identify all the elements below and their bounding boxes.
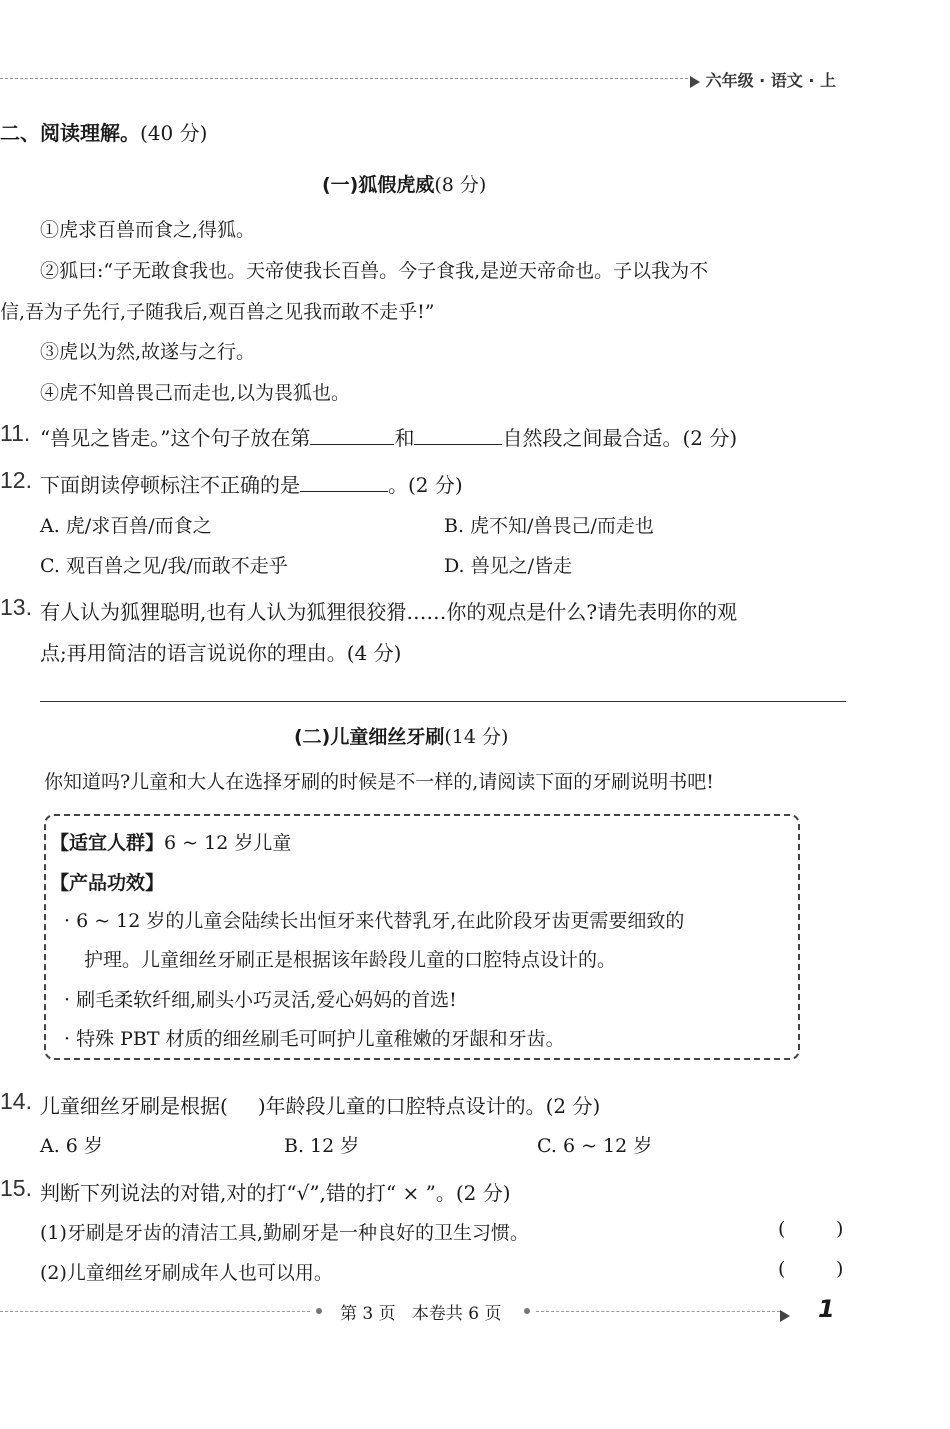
q11-text-a: “兽见之皆走。”这个句子放在第 bbox=[40, 426, 311, 450]
question-number: 11. bbox=[0, 420, 31, 446]
section-title-text: 二、阅读理解。 bbox=[0, 121, 140, 145]
passage-paragraph: ③虎以为然,故遂与之行。 bbox=[40, 341, 256, 363]
q15-item-1: (1)牙刷是牙齿的清洁工具,勤刷牙是一种良好的卫生习惯。 bbox=[40, 1222, 529, 1244]
footer-arrow-icon bbox=[780, 1305, 790, 1324]
q14-option-a[interactable]: A. 6 岁 bbox=[40, 1135, 103, 1157]
q14-option-c[interactable]: C. 6 ~ 12 岁 bbox=[537, 1135, 653, 1157]
q15-text: 判断下列说法的对错,对的打“√”,错的打“ × ”。(2 分) bbox=[40, 1181, 511, 1205]
part2-intro: 你知道吗?儿童和大人在选择牙刷的时候是不一样的,请阅读下面的牙刷说明书吧! bbox=[44, 771, 714, 793]
header-rule bbox=[0, 78, 688, 79]
q15-answer-2-close[interactable]: ) bbox=[836, 1258, 844, 1280]
part1-score: (8 分) bbox=[434, 174, 487, 196]
passage-paragraph: 信,吾为子先行,子随我后,观百兽之见我而敢不走乎!” bbox=[0, 301, 435, 323]
passage-paragraph: ①虎求百兽而食之,得狐。 bbox=[40, 219, 256, 241]
q12-option-b[interactable]: B. 虎不知/兽畏己/而走也 bbox=[444, 515, 654, 537]
answer-line[interactable] bbox=[40, 701, 846, 702]
section-title bbox=[0, 117, 207, 146]
label-suitable-crowd: 【适宜人群】 bbox=[50, 832, 165, 854]
footer-dot-left bbox=[316, 1308, 322, 1314]
q11-text-b: 和 bbox=[394, 426, 415, 450]
q15-answer-1-open[interactable]: ( bbox=[778, 1218, 786, 1240]
triangle-icon bbox=[690, 76, 700, 88]
box-line-crowd bbox=[50, 828, 291, 855]
question-number: 13. bbox=[0, 594, 32, 620]
q15-answer-1-close[interactable]: ) bbox=[836, 1218, 844, 1240]
part1-heading bbox=[322, 170, 486, 197]
section-score: (40 分) bbox=[140, 121, 208, 145]
question-number: 15. bbox=[0, 1175, 32, 1201]
part2-score: (14 分) bbox=[444, 726, 509, 748]
q12-blank[interactable] bbox=[300, 473, 388, 492]
passage-paragraph: ④虎不知兽畏己而走也,以为畏狐也。 bbox=[40, 382, 351, 404]
part1-title: (一)狐假虎威 bbox=[322, 174, 435, 196]
passage-paragraph: ②狐曰:“子无敢食我也。天帝使我长百兽。今子食我,是逆天帝命也。子以我为不 bbox=[40, 260, 709, 282]
q12-text-b: 。(2 分) bbox=[388, 473, 463, 497]
box-bullet-3: · 特殊 PBT 材质的细丝刷毛可呵护儿童稚嫩的牙龈和牙齿。 bbox=[64, 1028, 565, 1050]
q15-item-2: (2)儿童细丝牙刷成年人也可以用。 bbox=[40, 1262, 333, 1284]
footer-page-number: 1 bbox=[818, 1295, 835, 1323]
part2-heading bbox=[294, 722, 508, 749]
q11-text-c: 自然段之间最合适。(2 分) bbox=[502, 426, 738, 450]
q14-option-b[interactable]: B. 12 岁 bbox=[284, 1135, 360, 1157]
label-product-effect: 【产品功效】 bbox=[50, 872, 165, 894]
box-bullet-1b: 护理。儿童细丝牙刷正是根据该年龄段儿童的口腔特点设计的。 bbox=[84, 949, 617, 971]
q11-blank-1[interactable] bbox=[310, 426, 394, 445]
footer-dot-right bbox=[524, 1308, 530, 1314]
value-suitable-crowd: 6 ~ 12 岁儿童 bbox=[164, 832, 292, 854]
box-bullet-2: · 刷毛柔软纤细,刷头小巧灵活,爱心妈妈的首选! bbox=[64, 989, 457, 1011]
q12-option-a[interactable]: A. 虎/求百兽/而食之 bbox=[40, 515, 212, 537]
footer-rule-right bbox=[536, 1311, 780, 1312]
header-grade-label: 六年级 · 语文 · 上 bbox=[705, 71, 837, 90]
header-grade bbox=[690, 68, 836, 91]
q15-answer-2-open[interactable]: ( bbox=[778, 1258, 786, 1280]
box-bullet-1a: · 6 ~ 12 岁的儿童会陆续长出恒牙来代替乳牙,在此阶段牙齿更需要细致的 bbox=[64, 910, 685, 932]
q14-text-b: )年龄段儿童的口腔特点设计的。(2 分) bbox=[257, 1094, 601, 1118]
q12-option-d[interactable]: D. 兽见之/皆走 bbox=[444, 555, 573, 577]
question-number: 14. bbox=[0, 1088, 32, 1114]
question-11 bbox=[40, 422, 737, 451]
part2-title: (二)儿童细丝牙刷 bbox=[294, 726, 445, 748]
q14-text-a: 儿童细丝牙刷是根据( bbox=[40, 1094, 228, 1118]
q12-option-c[interactable]: C. 观百兽之见/我/而敢不走乎 bbox=[40, 555, 288, 577]
footer-rule-left bbox=[0, 1311, 310, 1312]
footer-page-text: 第 3 页 本卷共 6 页 bbox=[340, 1304, 502, 1324]
q13-line1: 有人认为狐狸聪明,也有人认为狐狸很狡猾……你的观点是什么?请先表明你的观 bbox=[40, 600, 738, 624]
q12-text-a: 下面朗读停顿标注不正确的是 bbox=[40, 473, 300, 497]
q13-line2: 点;再用简洁的语言说说你的理由。(4 分) bbox=[40, 641, 402, 665]
question-number: 12. bbox=[0, 467, 32, 493]
q11-blank-2[interactable] bbox=[414, 426, 502, 445]
q14-blank[interactable] bbox=[228, 1095, 258, 1113]
question-14 bbox=[40, 1090, 600, 1119]
question-12 bbox=[40, 469, 463, 498]
